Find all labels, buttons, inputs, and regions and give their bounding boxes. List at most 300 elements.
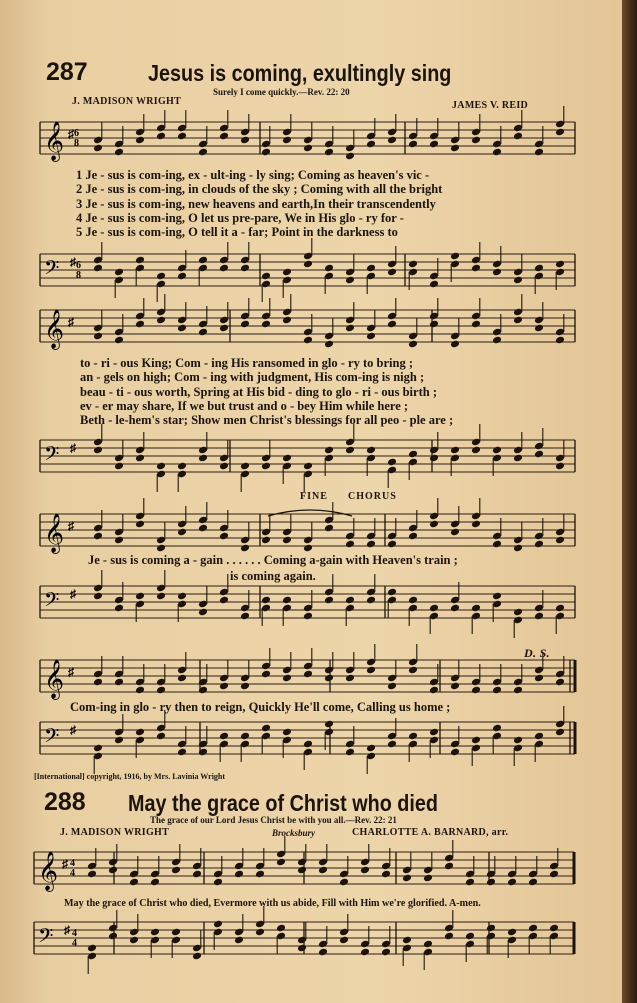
svg-text:4: 4 xyxy=(70,858,75,869)
note-head xyxy=(135,728,145,737)
note-head xyxy=(324,264,334,273)
note-head xyxy=(93,744,103,753)
note-head xyxy=(429,686,439,695)
verse-3-line-b: beau - ti - ous worth, Spring at His bid - ding to glo - ri - ous birth ; xyxy=(80,384,437,399)
note-head xyxy=(471,136,481,145)
note-head xyxy=(93,144,103,153)
note-head xyxy=(450,682,460,691)
note-head xyxy=(381,870,391,879)
ds-label: D. S. xyxy=(524,646,550,660)
note-head xyxy=(507,928,517,937)
hymn288-bass-staff xyxy=(34,912,579,972)
note-head xyxy=(93,532,103,541)
note-head xyxy=(93,446,103,455)
note-head xyxy=(255,870,265,879)
chorus-label: CHORUS xyxy=(348,491,397,502)
svg-text:𝄞: 𝄞 xyxy=(38,851,59,891)
verse-4-line-a: 4 Je - sus is com-ing, O let us pre-pare, We in His glo - ry for - xyxy=(76,210,404,225)
hymn-287-number: 287 xyxy=(46,58,88,86)
note-head xyxy=(450,144,460,153)
note-head xyxy=(156,544,166,553)
note-head xyxy=(318,948,328,957)
hymn-288-arranger: CHARLOTTE A. BARNARD, arr. xyxy=(352,827,509,838)
note-head xyxy=(240,682,250,691)
svg-text:𝄞: 𝄞 xyxy=(44,659,65,699)
note-head xyxy=(408,732,418,741)
system4-bass-staff xyxy=(40,712,580,772)
note-head xyxy=(297,944,307,953)
note-head xyxy=(261,724,271,733)
fine-label: FINE xyxy=(300,491,328,502)
note-head xyxy=(156,462,166,471)
verse-5-line-a: 5 Je - sus is com-ing, O tell it a - far; Point in the darkness to xyxy=(76,225,398,240)
note-group xyxy=(93,294,565,348)
svg-text:4: 4 xyxy=(72,938,77,949)
hymn-288-lyric: May the grace of Christ who died, Evermore with us abide, Fill with Him we're glorified. A-men. xyxy=(64,897,481,909)
note-head xyxy=(261,536,271,545)
note-head xyxy=(282,728,292,737)
note-head xyxy=(534,732,544,741)
note-head xyxy=(177,132,187,141)
note-head xyxy=(198,524,208,533)
note-head xyxy=(198,454,208,463)
note-head xyxy=(156,732,166,741)
note-head xyxy=(513,736,523,745)
note-head xyxy=(177,528,187,537)
note-head xyxy=(324,524,334,533)
note-head xyxy=(261,462,271,471)
note-head xyxy=(513,276,523,285)
note-head xyxy=(534,612,544,621)
note-head xyxy=(339,936,349,945)
note-head xyxy=(255,928,265,937)
note-head xyxy=(471,320,481,329)
note-head xyxy=(471,604,481,613)
note-head xyxy=(471,736,481,745)
hymn-288-tune: Brocksbury xyxy=(272,828,316,838)
note-head xyxy=(492,724,502,733)
note-head xyxy=(303,260,313,269)
note-head xyxy=(429,728,439,737)
note-head xyxy=(408,260,418,269)
note-head xyxy=(366,264,376,273)
svg-text:♯: ♯ xyxy=(70,255,76,269)
note-head xyxy=(528,924,538,933)
note-head xyxy=(282,674,292,683)
note-head xyxy=(240,732,250,741)
svg-text:♯: ♯ xyxy=(62,857,68,871)
note-group xyxy=(93,106,565,160)
note-head xyxy=(87,944,97,953)
note-head xyxy=(219,682,229,691)
note-head xyxy=(114,536,124,545)
note-head xyxy=(513,544,523,553)
note-head xyxy=(381,948,391,957)
note-head xyxy=(303,144,313,153)
note-head xyxy=(345,540,355,549)
svg-text:4: 4 xyxy=(70,868,75,879)
system3-bass-staff xyxy=(40,576,580,636)
note-head xyxy=(465,878,475,887)
note-head xyxy=(450,252,460,261)
note-head xyxy=(555,260,565,269)
note-head xyxy=(549,924,559,933)
note-head xyxy=(471,686,481,695)
note-head xyxy=(93,678,103,687)
note-head xyxy=(366,596,376,605)
note-head xyxy=(324,596,334,605)
note-head xyxy=(93,592,103,601)
note-head xyxy=(450,446,460,455)
note-head xyxy=(429,454,439,463)
system2-treble-staff xyxy=(40,300,580,360)
note-head xyxy=(156,132,166,141)
verse-2-line-b: an - gels on high; Com - ing with judgment, His com-ing is nigh ; xyxy=(80,370,425,385)
verses-part-2 xyxy=(80,356,453,427)
svg-text:♯: ♯ xyxy=(68,519,74,533)
note-head xyxy=(261,670,271,679)
note-head xyxy=(324,148,334,157)
note-head xyxy=(135,256,145,265)
note-head xyxy=(324,340,334,349)
note-head xyxy=(261,272,271,281)
note-head xyxy=(192,952,202,961)
note-head xyxy=(303,740,313,749)
system2-bass-staff xyxy=(40,430,580,490)
note-head xyxy=(534,450,544,459)
verse-4-line-b: ev - er may share, If we but trust and o - bey Him while here ; xyxy=(80,398,409,413)
note-head xyxy=(471,264,481,273)
note-head xyxy=(402,874,412,883)
note-head xyxy=(366,666,376,675)
hymn-288-composer: J. MADISON WRIGHT xyxy=(60,827,170,838)
note-head xyxy=(303,612,313,621)
system1-bass-staff xyxy=(40,244,580,304)
note-head xyxy=(429,280,439,289)
note-head xyxy=(297,866,307,875)
hymn-288-number: 288 xyxy=(44,788,86,816)
svg-text:8: 8 xyxy=(76,270,81,281)
note-group xyxy=(93,570,565,638)
note-head xyxy=(114,462,124,471)
svg-text:8: 8 xyxy=(74,138,79,149)
note-head xyxy=(555,462,565,471)
note-head xyxy=(444,932,454,941)
note-head xyxy=(198,608,208,617)
note-head xyxy=(171,866,181,875)
note-head xyxy=(507,878,517,887)
copyright-notice: [International] copyright, 1916, by Mrs. Lavinia Wright xyxy=(34,772,226,781)
note-head xyxy=(114,678,124,687)
note-head xyxy=(177,592,187,601)
note-head xyxy=(513,316,523,325)
note-head xyxy=(177,272,187,281)
note-head xyxy=(114,604,124,613)
note-head xyxy=(318,866,328,875)
note-head xyxy=(534,324,544,333)
note-head xyxy=(282,268,292,277)
note-head xyxy=(492,592,502,601)
svg-text:6: 6 xyxy=(76,260,81,271)
note-head xyxy=(234,936,244,945)
verse-3-line-a: 3 Je - sus is com-ing, new heavens and earth,In their transcendently xyxy=(76,196,436,211)
note-head xyxy=(303,462,313,471)
note-head xyxy=(486,878,496,887)
note-head xyxy=(303,670,313,679)
note-head xyxy=(129,936,139,945)
note-head xyxy=(429,140,439,149)
note-head xyxy=(240,136,250,145)
hymn-288-scripture: The grace of our Lord Jesus Christ be with you all.—Rev. 22: 21 xyxy=(150,815,397,825)
note-head xyxy=(177,674,187,683)
note-head xyxy=(276,858,286,867)
hymn-287-title: Jesus is coming, exultingly sing xyxy=(148,60,452,86)
svg-text:𝄢: 𝄢 xyxy=(44,442,60,470)
note-head xyxy=(108,866,118,875)
note-head xyxy=(345,596,355,605)
hymn-288-title: May the grace of Christ who died xyxy=(128,790,438,816)
note-head xyxy=(324,674,334,683)
note-head xyxy=(213,920,223,929)
note-head xyxy=(135,592,145,601)
note-head xyxy=(555,536,565,545)
note-head xyxy=(366,332,376,341)
svg-text:𝄢: 𝄢 xyxy=(44,256,60,284)
note-head xyxy=(555,604,565,613)
note-head xyxy=(171,928,181,937)
note-head xyxy=(387,588,397,597)
note-head xyxy=(513,686,523,695)
svg-text:♯: ♯ xyxy=(68,315,74,329)
book-spine xyxy=(622,0,637,1003)
note-head xyxy=(339,878,349,887)
note-head xyxy=(93,264,103,273)
note-head xyxy=(492,148,502,157)
note-head xyxy=(366,446,376,455)
note-head xyxy=(429,320,439,329)
note-head xyxy=(135,320,145,329)
note-head xyxy=(513,608,523,617)
note-head xyxy=(156,316,166,325)
note-head xyxy=(240,264,250,273)
note-head xyxy=(360,948,370,957)
svg-text:𝄞: 𝄞 xyxy=(44,121,65,161)
note-head xyxy=(492,686,502,695)
note-head xyxy=(150,878,160,887)
svg-text:𝄞: 𝄞 xyxy=(44,309,65,349)
note-head xyxy=(534,264,544,273)
note-head xyxy=(303,336,313,345)
note-head xyxy=(450,340,460,349)
note-head xyxy=(366,744,376,753)
note-head xyxy=(408,532,418,541)
note-head xyxy=(387,136,397,145)
note-head xyxy=(114,268,124,277)
note-head xyxy=(387,458,397,467)
note-head xyxy=(387,268,397,277)
note-head xyxy=(213,878,223,887)
note-head xyxy=(366,140,376,149)
note-head xyxy=(135,454,145,463)
note-group xyxy=(93,498,565,552)
note-head xyxy=(282,454,292,463)
hymn288-treble-staff xyxy=(34,842,579,902)
note-head xyxy=(240,462,250,471)
note-head xyxy=(156,592,166,601)
note-head xyxy=(534,674,544,683)
note-head xyxy=(429,520,439,529)
note-head xyxy=(534,148,544,157)
note-head xyxy=(387,682,397,691)
note-head xyxy=(513,454,523,463)
note-group xyxy=(93,644,565,694)
chorus-lyric-line-1b: is coming again. xyxy=(230,569,316,583)
note-head xyxy=(345,748,355,757)
note-group xyxy=(87,906,559,974)
note-head xyxy=(198,148,208,157)
note-head xyxy=(429,604,439,613)
note-head xyxy=(555,336,565,345)
note-head xyxy=(408,596,418,605)
note-head xyxy=(198,256,208,265)
svg-text:4: 4 xyxy=(72,928,77,939)
note-group xyxy=(93,424,565,492)
svg-text:♯: ♯ xyxy=(68,665,74,679)
note-head xyxy=(108,932,118,941)
note-head xyxy=(492,540,502,549)
svg-text:♯: ♯ xyxy=(70,587,76,601)
hymn-287-scripture: Surely I come quickly.—Rev. 22: 20 xyxy=(213,87,350,97)
note-head xyxy=(423,874,433,883)
note-head xyxy=(486,924,496,933)
note-head xyxy=(444,862,454,871)
system1-treble-staff xyxy=(40,112,580,172)
chorus-lyric-line-1: Je - sus is coming a - gain . . . . . . Coming a-gain with Heaven's train ; xyxy=(88,553,458,567)
note-head xyxy=(276,924,286,933)
note-head xyxy=(549,870,559,879)
note-head xyxy=(366,540,376,549)
note-head xyxy=(345,446,355,455)
note-head xyxy=(282,316,292,325)
note-head xyxy=(150,928,160,937)
note-head xyxy=(450,748,460,757)
note-head xyxy=(387,320,397,329)
note-head xyxy=(450,528,460,537)
note-head xyxy=(555,128,565,137)
note-head xyxy=(303,544,313,553)
note-head xyxy=(492,446,502,455)
note-head xyxy=(219,324,229,333)
note-head xyxy=(87,870,97,879)
note-head xyxy=(234,870,244,879)
hymn-287-author: JAMES V. REID xyxy=(452,100,529,111)
note-head xyxy=(324,446,334,455)
note-head xyxy=(219,132,229,141)
note-head xyxy=(492,336,502,345)
svg-text:♯: ♯ xyxy=(68,127,74,141)
note-head xyxy=(513,132,523,141)
note-head xyxy=(387,540,397,549)
note-head xyxy=(534,540,544,549)
note-head xyxy=(408,666,418,675)
svg-text:6: 6 xyxy=(74,128,79,139)
note-head xyxy=(471,520,481,529)
verse-2-line-a: 2 Je - sus is com-ing, in clouds of the sky ; Coming with all the bright xyxy=(76,182,443,197)
note-head xyxy=(114,336,124,345)
note-head xyxy=(198,328,208,337)
note-head xyxy=(135,686,145,695)
note-head xyxy=(219,732,229,741)
note-head xyxy=(360,866,370,875)
note-head xyxy=(282,596,292,605)
note-head xyxy=(408,450,418,459)
svg-text:♯: ♯ xyxy=(64,923,70,937)
note-head xyxy=(240,544,250,553)
note-head xyxy=(345,674,355,683)
verse-5-line-b: Beth - le-hem's star; Show men Christ's blessings for all peo - ple are ; xyxy=(80,413,454,428)
note-head xyxy=(261,596,271,605)
note-head xyxy=(129,878,139,887)
chorus-lyric-line-2: Com-ing in glo - ry then to reign, Quickly He'll come, Calling us home ; xyxy=(70,700,451,714)
note-head xyxy=(261,320,271,329)
note-head xyxy=(465,932,475,941)
svg-text:♯: ♯ xyxy=(70,723,76,737)
note-head xyxy=(324,720,334,729)
note-head xyxy=(450,604,460,613)
svg-text:𝄢: 𝄢 xyxy=(44,588,60,616)
note-head xyxy=(135,520,145,529)
note-head xyxy=(240,612,250,621)
note-head xyxy=(282,136,292,145)
svg-text:𝄞: 𝄞 xyxy=(44,513,65,553)
note-head xyxy=(177,462,187,471)
note-group xyxy=(93,706,565,774)
note-head xyxy=(555,728,565,737)
note-head xyxy=(114,736,124,745)
note-head xyxy=(555,678,565,687)
verses-part-1 xyxy=(76,168,442,239)
note-head xyxy=(345,276,355,285)
note-head xyxy=(93,332,103,341)
verse-1-line-a: 1 Je - sus is com-ing, ex - ult-ing - ly sing; Coming as heaven's vic - xyxy=(76,168,430,182)
hymn-287-composer: J. MADISON WRIGHT xyxy=(72,96,182,107)
note-head xyxy=(192,870,202,879)
note-head xyxy=(345,152,355,161)
note-group xyxy=(87,836,559,886)
note-head xyxy=(135,136,145,145)
note-head xyxy=(114,148,124,157)
note-head xyxy=(240,320,250,329)
note-head xyxy=(528,878,538,887)
note-head xyxy=(408,340,418,349)
note-head xyxy=(402,936,412,945)
note-head xyxy=(423,940,433,949)
svg-text:𝄢: 𝄢 xyxy=(44,724,60,752)
svg-text:♯: ♯ xyxy=(70,441,76,455)
note-head xyxy=(387,740,397,749)
note-head xyxy=(177,324,187,333)
note-head xyxy=(471,446,481,455)
note-head xyxy=(156,272,166,281)
note-head xyxy=(156,686,166,695)
note-head xyxy=(219,596,229,605)
note-head xyxy=(177,748,187,757)
note-head xyxy=(492,268,502,277)
note-head xyxy=(219,264,229,273)
verse-1-line-b: to - ri - ous King; Com - ing His ransomed in glo - ry to bring ; xyxy=(80,356,413,370)
note-head xyxy=(219,532,229,541)
note-head xyxy=(282,536,292,545)
